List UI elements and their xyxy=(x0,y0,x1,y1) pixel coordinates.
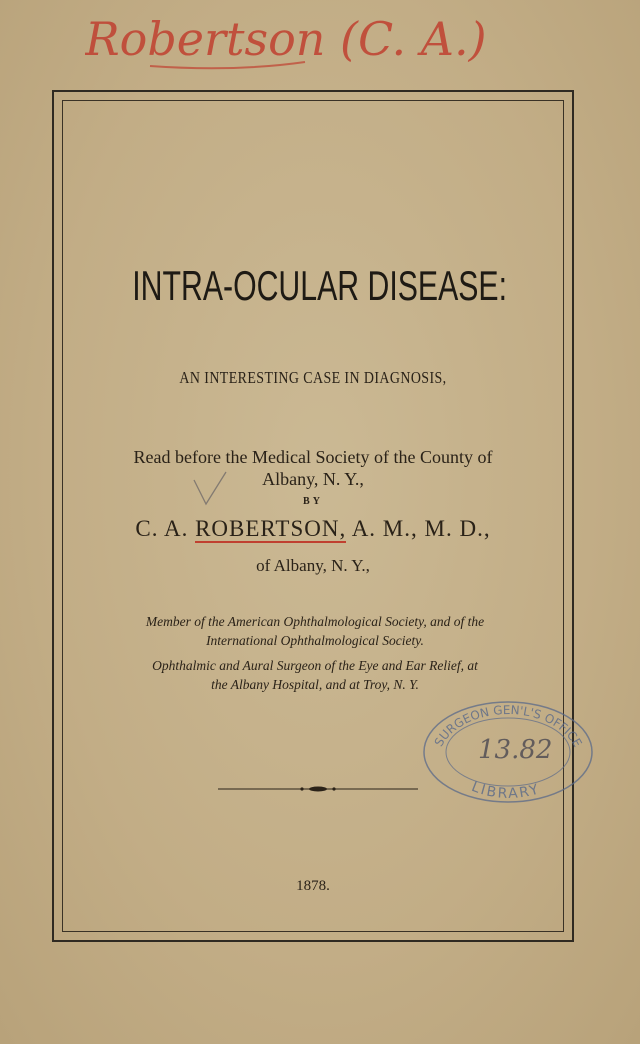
membership-line-2: International Ophthalmological Society. xyxy=(206,633,424,648)
author-surname: ROBERTSON, xyxy=(195,516,347,541)
author-initials: C. A. xyxy=(135,516,196,541)
read-line-2: Albany, N. Y., xyxy=(262,469,364,489)
author-location: of Albany, N. Y., xyxy=(256,556,370,575)
svg-text:Robertson (C. A.): Robertson (C. A.) xyxy=(85,12,487,66)
author-name xyxy=(62,516,564,542)
pencil-check-mark xyxy=(190,470,230,510)
read-before-text xyxy=(62,446,564,490)
svg-text:LIBRARY: LIBRARY xyxy=(469,778,543,803)
document-title: INTRA-OCULAR DISEASE: xyxy=(132,262,507,309)
position-text xyxy=(82,656,548,694)
membership-line-1: Member of the American Ophthalmological Society, and of the xyxy=(145,614,485,629)
by-label: BY xyxy=(303,496,323,507)
document-subtitle: AN INTERESTING CASE IN DIAGNOSIS, xyxy=(179,368,447,387)
author-degrees: A. M., M. D., xyxy=(346,516,491,541)
publication-year: 1878. xyxy=(296,878,330,894)
library-stamp xyxy=(420,700,595,805)
ornamental-rule xyxy=(218,786,418,792)
read-line-1: Read before the Medical Society of the County of xyxy=(133,447,493,467)
svg-text:SURGEON GEN'L'S OFFICE: SURGEON GEN'L'S OFFICE xyxy=(431,702,585,750)
position-line-1: Ophthalmic and Aural Surgeon of the Eye and Ear Relief, at xyxy=(152,658,478,673)
membership-text xyxy=(82,612,548,650)
position-line-2: the Albany Hospital, and at Troy, N. Y. xyxy=(211,677,419,692)
handwritten-annotation xyxy=(85,0,505,75)
svg-text:13.82: 13.82 xyxy=(478,735,553,765)
